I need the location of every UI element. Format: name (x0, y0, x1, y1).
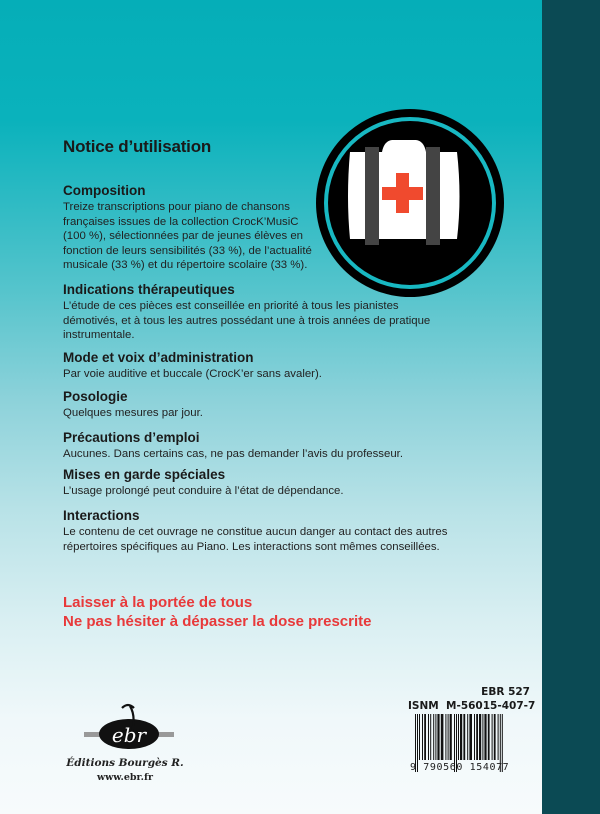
barcode-bar (450, 714, 452, 760)
barcode-bar (482, 714, 483, 760)
barcode-bar (428, 714, 429, 760)
barcode-bar (498, 714, 499, 760)
barcode-bar (476, 714, 478, 760)
logo-text: ebr (111, 723, 147, 747)
barcode-bar (430, 714, 431, 760)
section-text: Aucunes. Dans certains cas, ne pas demander l’avis du professeur. (63, 448, 404, 460)
barcode-bar (467, 714, 468, 760)
section-heading: Interactions (63, 508, 140, 523)
book-spine (542, 0, 600, 814)
bag-strap-left (365, 147, 379, 245)
barcode-bar (488, 714, 490, 760)
warning-line: Ne pas hésiter à dépasser la dose prescrite (63, 613, 372, 630)
section-posologie (63, 388, 533, 421)
barcode-bar (479, 714, 481, 760)
section-text: L’usage prolongé peut conduire à l’état de dépendance. (63, 485, 344, 497)
barcode-bar (419, 714, 420, 760)
barcode-bar (484, 714, 486, 760)
section-heading: Posologie (63, 389, 128, 404)
section-text: Le contenu de cet ouvrage ne constitue aucun danger au contact des autres répertoires spécifiques au Piano. Les interactions sont mêmes conseillées. (63, 526, 448, 553)
publisher-logo (82, 698, 176, 754)
barcode-bar (469, 714, 472, 760)
barcode-bar (492, 714, 493, 760)
barcode-bar (494, 714, 496, 760)
page-title: Notice d’utilisation (63, 137, 212, 156)
section-text: Treize transcriptions pour piano de chansons françaises issues de la collection CrocK’MusiC (100 %), sélectionnées par de jeunes élèves en fonction de leurs sensibilités (33 %), de l’actualité musicale (33 %) et du répertoire scolaire (33 %). (63, 201, 312, 272)
section-text: Par voie auditive et buccale (CrocK’er sans avaler). (63, 368, 322, 380)
barcode-bar (458, 714, 459, 760)
section-heading: Précautions d’emploi (63, 430, 200, 445)
section-heading: Composition (63, 183, 146, 198)
barcode-bar (460, 714, 462, 760)
first-aid-kit-icon (316, 109, 504, 297)
barcode-bar (422, 714, 423, 760)
barcode-bar (445, 714, 446, 760)
warning-line: Laisser à la portée de tous (63, 594, 253, 611)
references (408, 685, 536, 713)
section-interactions (63, 507, 533, 554)
barcode-bar (463, 714, 465, 760)
barcode-bar (448, 714, 449, 760)
section-text: L’étude de ces pièces est conseillée en priorité à tous les pianistes démotivés, et à tous les autres possédant une à trois années de pratique instrumentale. (63, 300, 431, 342)
isnm-number: ISNM M-56015-407-7 (408, 700, 536, 712)
barcode-digits: 9 790560 154077 (410, 762, 510, 773)
barcode-bar (424, 714, 426, 760)
barcode-bar (441, 714, 444, 760)
section-administration (63, 349, 533, 382)
publisher-url[interactable]: www.ebr.fr (96, 772, 154, 783)
bag-strap-right (426, 147, 440, 245)
barcode-bar (433, 714, 434, 760)
barcode-bar (437, 714, 439, 760)
section-heading: Mises en garde spéciales (63, 467, 226, 482)
section-precautions (63, 429, 533, 462)
section-heading: Indications thérapeutiques (63, 282, 235, 297)
barcode-bar (474, 714, 475, 760)
section-heading: Mode et voix d’administration (63, 350, 254, 365)
section-mises-en-garde (63, 466, 533, 499)
publisher-name: Éditions Bourgès R. (66, 757, 184, 769)
barcode-bar (435, 714, 436, 760)
section-text: Quelques mesures par jour. (63, 407, 203, 419)
catalog-number: EBR 527 (481, 686, 530, 698)
